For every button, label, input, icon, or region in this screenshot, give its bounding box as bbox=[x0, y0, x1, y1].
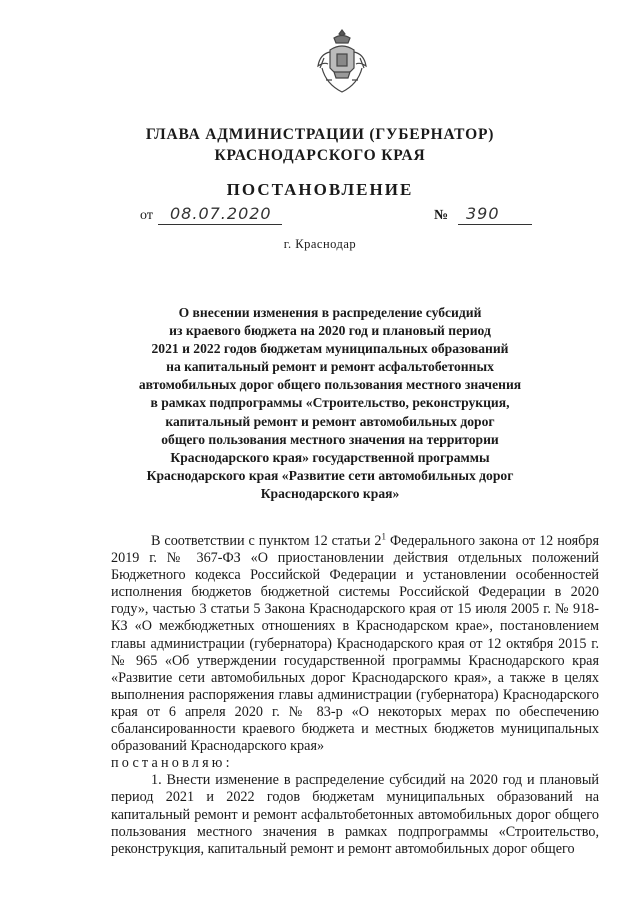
title-line: общего пользования местного значения на территории bbox=[161, 431, 499, 447]
date-underline bbox=[158, 224, 282, 225]
preamble-text-rest: Федерального закона от 12 ноября 2019 г. № 367-ФЗ «О приостановлении действия отдельных положений Бюджетного кодекса Российской Федерации и установлении особенностей исполнения бюджетов бюджетной системы Российской Федерации в 2020 году», частью 3 статьи 5 Закона Краснодарского края от 15 июля 2005 г. № 918-КЗ «О межбюджетных отношениях в Краснодарском крае», постановлением главы администрации (губернатора) Краснодарского края от 12 октября 2015 г. № 965 «Об утверждении государственной программы Краснодарского края «Развитие сети автомобильных дорог Краснодарского края», а также в целях выполнения распоряжения главы администрации (губернатора) Краснодарского края от 6 апреля 2020 г. № 83-р «О некоторых мерах по обеспечению сбалансированности краевого бюджета и местных бюджетов муниципальных образований Краснодарского края» bbox=[111, 533, 599, 755]
title-line: О внесении изменения в распределение субсидий bbox=[178, 305, 482, 320]
date-label: от bbox=[140, 208, 153, 223]
document-number: 390 bbox=[466, 204, 500, 223]
document-title bbox=[110, 304, 550, 503]
clause-1-paragraph: 1. Внести изменение в распределение субсидий на 2020 год и плановый период 2021 и 2022 годов бюджетам муниципальных образований на капитальный ремонт и ремонт асфальтобетонных автомобильных дорог общего пользования местного значения в рамках подпрограммы «Строительство, реконструкция, капитальный ремонт и ремонт автомобильных дорог общего bbox=[111, 772, 599, 857]
authority-line-2: КРАСНОДАРСКОГО КРАЯ bbox=[214, 147, 426, 164]
article-superscript: 1 bbox=[381, 531, 387, 542]
preamble-text-start: В соответствии с пунктом 12 статьи 2 bbox=[151, 533, 382, 549]
title-line: 2021 и 2022 годов бюджетам муниципальных образований bbox=[151, 341, 509, 357]
issuing-authority bbox=[0, 124, 640, 166]
title-line: Краснодарского края» bbox=[260, 485, 400, 501]
title-line: капитальный ремонт и ремонт автомобильных дорог bbox=[165, 413, 495, 429]
title-line: в рамках подпрограммы «Строительство, реконструкция, bbox=[150, 395, 510, 411]
title-line: из краевого бюджета на 2020 год и плановый период bbox=[169, 323, 491, 339]
title-line: на капитальный ремонт и ремонт асфальтобетонных bbox=[166, 359, 494, 375]
number-underline bbox=[458, 224, 532, 225]
title-line: Краснодарского края» государственной программы bbox=[170, 449, 490, 465]
document-type: ПОСТАНОВЛЕНИЕ bbox=[226, 180, 414, 199]
title-line: автомобильных дорог общего пользования местного значения bbox=[138, 377, 522, 393]
krasnodar-coat-of-arms-icon bbox=[316, 28, 368, 96]
number-label: № bbox=[434, 208, 449, 223]
preamble-paragraph bbox=[111, 533, 599, 755]
title-line: Краснодарского края «Развитие сети автомобильных дорог bbox=[146, 467, 514, 483]
document-body bbox=[111, 533, 599, 858]
authority-line-1: ГЛАВА АДМИНИСТРАЦИИ (ГУБЕРНАТОР) bbox=[145, 126, 495, 143]
city: г. Краснодар bbox=[283, 237, 357, 251]
document-date: 08.07.2020 bbox=[170, 204, 272, 223]
resolve-word: постановляю: bbox=[111, 755, 233, 772]
